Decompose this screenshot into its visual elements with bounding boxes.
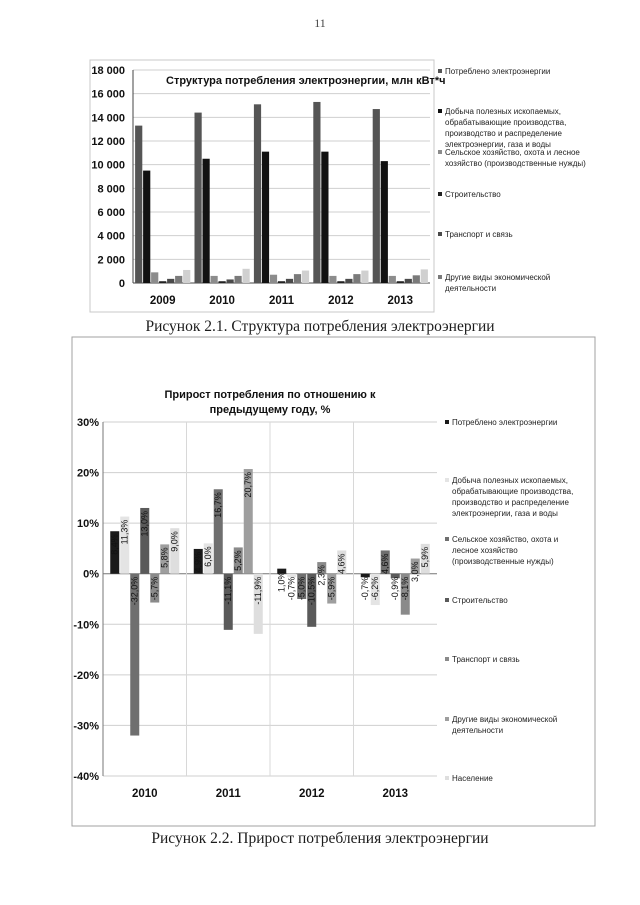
figure1-caption: Рисунок 2.1. Структура потребления электроэнергии	[145, 318, 495, 335]
legend-swatch	[445, 598, 449, 602]
legend-label: производство и распределение	[452, 498, 569, 507]
legend-label: Сельское хозяйство, охота и	[452, 535, 559, 544]
data-label: 4,6%	[336, 553, 347, 574]
legend-label: деятельности	[452, 726, 504, 735]
x-category-label: 2010	[131, 788, 158, 800]
y-tick-label: 0%	[83, 568, 99, 581]
data-label: -11,1%	[223, 576, 234, 605]
chart-title: предыдущему году, %	[209, 404, 331, 416]
legend-label: Добыча полезных ископаемых,	[452, 476, 568, 485]
chart-title: Структура потребления электроэнергии, млн кВт*ч	[166, 75, 446, 87]
legend-swatch	[445, 717, 449, 721]
legend-label: электроэнергии, газа и воды	[452, 509, 558, 518]
data-label: 11,3%	[119, 519, 130, 545]
data-label: 5,2%	[233, 550, 244, 571]
x-category-label: 2011	[215, 788, 241, 800]
y-tick-label: 12 000	[91, 136, 125, 148]
legend-label: Строительство	[452, 596, 508, 605]
legend-label: лесное хозяйство	[452, 546, 518, 555]
page-number: 11	[314, 16, 326, 30]
data-label: 3,0%	[410, 561, 421, 583]
legend-swatch	[445, 657, 449, 661]
legend-label: Население	[452, 774, 493, 783]
figure2-caption: Рисунок 2.2. Прирост потребления электроэнергии	[151, 830, 489, 847]
data-label: -5,9%	[326, 576, 337, 601]
y-tick-label: 6 000	[97, 207, 125, 219]
legend-label: Потреблено электроэнергии	[445, 67, 551, 76]
data-label: -5,0%	[296, 576, 307, 601]
x-category-label: 2009	[149, 295, 176, 307]
legend-label: Другие виды экономической	[445, 273, 551, 282]
x-category-label: 2011	[269, 295, 294, 307]
legend-swatch	[445, 776, 449, 780]
data-label: 8,4%	[109, 534, 120, 555]
legend-swatch	[445, 478, 449, 482]
y-tick-label: 4 000	[97, 230, 125, 243]
y-tick-label: 10 000	[91, 159, 125, 172]
legend-label: Другие виды экономической	[452, 715, 558, 724]
y-tick-label: 2 000	[97, 254, 125, 267]
data-label: -0,7%	[360, 576, 371, 601]
legend-label: обрабатывающие производства,	[445, 118, 567, 127]
y-tick-label: 8 000	[97, 183, 125, 196]
legend-label: Строительство	[445, 190, 501, 199]
y-tick-label: 14 000	[91, 112, 125, 125]
data-label: 20,7%	[243, 472, 254, 498]
data-label: -0,9%	[390, 576, 401, 601]
data-label: 13,0%	[139, 510, 150, 537]
legend-label: Транспорт и связь	[452, 655, 520, 664]
x-category-label: 2010	[209, 295, 235, 307]
data-label: 4,9%	[193, 551, 204, 573]
x-category-label: 2013	[387, 295, 414, 307]
legend-label: деятельности	[445, 284, 497, 293]
data-label: 2,3%	[316, 565, 327, 586]
data-label: 16,7%	[213, 492, 224, 518]
data-label: 5,8%	[159, 547, 170, 568]
legend-label: (производственные нужды)	[452, 557, 554, 566]
legend-label: обрабатывающие производства,	[452, 487, 574, 496]
data-label: -6,2%	[370, 576, 381, 601]
legend-label: Добыча полезных ископаемых,	[445, 107, 561, 116]
legend-label: Потреблено электроэнергии	[452, 418, 558, 427]
y-tick-label: -30%	[73, 720, 99, 733]
y-tick-label: -40%	[73, 771, 99, 783]
data-label: 9,0%	[169, 531, 180, 552]
data-label: 5,9%	[420, 546, 431, 568]
data-label: -8,1%	[400, 576, 411, 601]
legend-swatch	[445, 420, 449, 424]
data-label: 1,0%	[276, 571, 287, 593]
legend-label: производство и распределение	[445, 129, 562, 138]
x-category-label: 2013	[382, 788, 409, 800]
data-label: -32,0%	[129, 576, 140, 606]
data-label: -0,7%	[286, 576, 297, 601]
y-tick-label: 30%	[76, 417, 99, 429]
data-label: -10,5%	[306, 576, 317, 606]
y-tick-label: 20%	[76, 467, 99, 480]
data-label: -5,7%	[149, 576, 160, 601]
legend-label: хозяйство (производственные нужды)	[445, 159, 586, 168]
data-label: 6,0%	[203, 546, 214, 567]
x-category-label: 2012	[298, 788, 325, 800]
y-tick-label: -20%	[73, 669, 99, 682]
legend-label: Транспорт и связь	[445, 230, 513, 239]
data-label: -11,9%	[253, 576, 264, 605]
legend-label: Сельское хозяйство, охота и лесное	[445, 148, 580, 157]
legend-label: электроэнергии, газа и воды	[445, 140, 551, 149]
y-tick-label: 10%	[76, 518, 99, 531]
y-tick-label: 0	[118, 278, 125, 290]
legend-swatch	[445, 537, 449, 541]
x-category-label: 2012	[328, 295, 354, 307]
chart-title: Прирост потребления по отношению к	[164, 389, 376, 401]
y-tick-label: 16 000	[91, 88, 125, 101]
y-tick-label: -10%	[73, 619, 99, 632]
data-label: 4,6%	[380, 553, 391, 574]
y-tick-label: 18 000	[91, 65, 125, 77]
